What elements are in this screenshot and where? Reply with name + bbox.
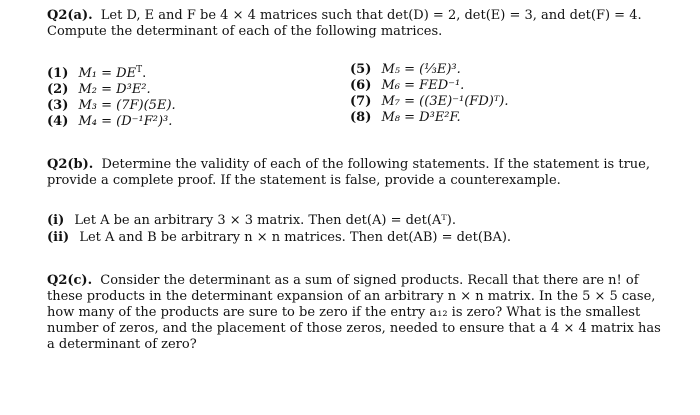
- item-expression: M₈ = D³E²F.: [381, 110, 461, 125]
- matrix-list-left: [47, 66, 347, 130]
- question-label: Q2(b).: [47, 157, 94, 172]
- statement-text: Let A be an arbitrary 3 × 3 matrix. Then det(A) = det(Aᵀ).: [74, 213, 456, 228]
- list-item: [350, 62, 650, 78]
- item-expression: M₆ = FED⁻¹.: [381, 78, 465, 93]
- list-item: [47, 82, 347, 98]
- item-expression: M₁ = DE: [78, 66, 137, 81]
- item-number: (5): [350, 62, 372, 77]
- item-number: (3): [47, 98, 69, 113]
- statement-number: (ii): [47, 230, 70, 245]
- question-text: Consider the determinant as a sum of signed products. Recall that there are n! of these products in the determinant expansion of an arbitrary n × n matrix. In the 5 × 5 case, how many of the products are sure to be zero if the entry a₁₂ is zero? What is the smallest number of zeros, and the placement of those zeros, needed to ensure that a 4 × 4 matrix has a determinant of zero?: [47, 273, 661, 352]
- statement-item: [47, 213, 667, 230]
- item-expression: M₅ = (⅓E)³.: [381, 62, 461, 77]
- question-text: Let D, E and F be 4 × 4 matrices such that det(D) = 2, det(E) = 3, and det(F) = 4. Compute the determinant of each of the following matrices.: [47, 8, 642, 39]
- list-item: (1) $M_1 = DE^T$.: [47, 65, 147, 81]
- transpose-superscript: T: [136, 65, 143, 75]
- list-item: [350, 110, 650, 126]
- item-number: (2): [47, 82, 69, 97]
- statement-text: Let A and B be arbitrary n × n matrices. Then det(AB) = det(BA).: [79, 230, 512, 245]
- list-item: [350, 94, 650, 110]
- item-number: (1): [47, 66, 69, 81]
- question-text: Determine the validity of each of the following statements. If the statement is true, provide a complete proof. If the statement is false, provide a counterexample.: [47, 157, 650, 188]
- question-2b: [47, 157, 667, 189]
- list-item: [350, 78, 650, 94]
- question-label: Q2(c).: [47, 273, 93, 288]
- list-item: [47, 98, 347, 114]
- item-number: (8): [350, 110, 372, 125]
- statement-number: (i): [47, 213, 65, 228]
- item-expression: M₃ = (7F)(5E).: [78, 98, 176, 113]
- list-item: [47, 114, 347, 130]
- matrix-list-right: [350, 62, 650, 126]
- question-label: Q2(a).: [47, 8, 93, 23]
- item-expression: M₇ = ((3E)⁻¹(FD)ᵀ).: [381, 94, 509, 109]
- item-expression: M₄ = (D⁻¹F²)³.: [78, 114, 173, 129]
- statement-item: [47, 230, 667, 247]
- question-2c: [47, 273, 667, 353]
- item-number: (4): [47, 114, 69, 129]
- item-expression: M₂ = D³E².: [78, 82, 151, 97]
- item-number: (6): [350, 78, 372, 93]
- item-number: (7): [350, 94, 372, 109]
- question-2a: [47, 8, 667, 40]
- statement-list: [47, 213, 667, 247]
